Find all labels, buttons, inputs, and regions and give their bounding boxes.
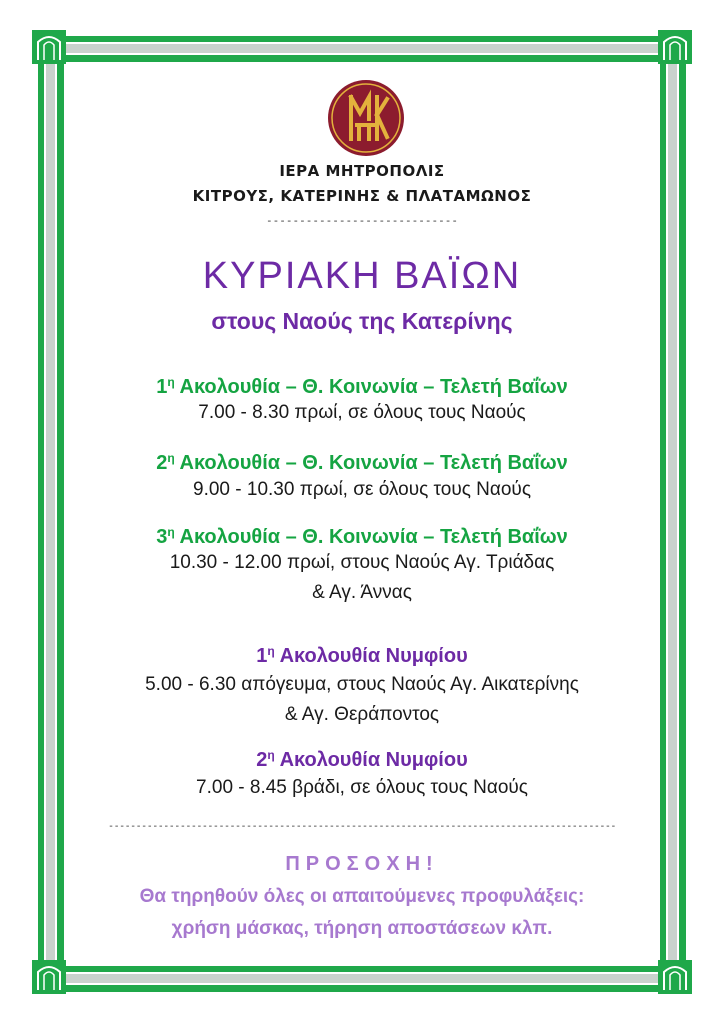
section-separator: --------------------------------------------------------------------------------------------: [108, 821, 616, 832]
org-name-line1: ΙΕΡΑ ΜΗΤΡΟΠΟΛΙΣ: [279, 162, 445, 180]
org-name-line2: ΚΙΤΡΟΥΣ, ΚΑΤΕΡΙΝΗΣ & ΠΛΑΤΑΜΩΝΟΣ: [192, 187, 532, 205]
border-left: [38, 36, 64, 992]
border-bottom: [38, 966, 686, 992]
border-right: [660, 36, 686, 992]
warning-line2: χρήση μάσκας, τήρηση αποστάσεων κλπ.: [171, 918, 553, 939]
page-subtitle: στους Ναούς της Κατερίνης: [211, 308, 513, 334]
corner-ornament-icon: [32, 30, 66, 64]
corner-ornament-icon: [32, 960, 66, 994]
nymfios-1-time-cont: & Αγ. Θεράποντος: [284, 704, 440, 725]
metropolis-monogram-icon: [327, 79, 405, 157]
nymfios-1-heading: $1^\eta$ Ακολουθία Νυμφίου: [256, 644, 468, 667]
service-1-time: 7.00 - 8.30 πρωί, σε όλους τους Ναούς: [198, 402, 526, 423]
metropolis-logo: [327, 79, 405, 157]
service-3-heading: $3^\eta$ Ακολουθία – Θ. Κοινωνία – Τελετή Βαΐων: [156, 525, 568, 548]
header-separator: -----------------------------: [265, 214, 459, 227]
page-title: ΚΥΡΙΑΚΗ ΒΑΪΩΝ: [202, 255, 522, 297]
nymfios-1-time: 5.00 - 6.30 απόγευμα, στους Ναούς Αγ. Αικατερίνης: [145, 674, 579, 695]
warning-line1: Θα τηρηθούν όλες οι απαιτούμενες προφυλάξεις:: [139, 886, 585, 907]
service-3-time: 10.30 - 12.00 πρωί, στους Ναούς Αγ. Τριάδας: [169, 552, 555, 573]
nymfios-2-heading: $2^\eta$ Ακολουθία Νυμφίου: [256, 748, 468, 771]
corner-ornament-icon: [658, 30, 692, 64]
warning-title: ΠΡΟΣΟΧΗ!: [285, 853, 439, 875]
nymfios-2-time: 7.00 - 8.45 βράδι, σε όλους τους Ναούς: [196, 777, 528, 798]
service-1-heading: $1^\eta$ Ακολουθία – Θ. Κοινωνία – Τελετή Βαΐων: [156, 375, 568, 398]
corner-ornament-icon: [658, 960, 692, 994]
service-3-time-cont: & Αγ. Άννας: [312, 582, 412, 603]
border-top: [38, 36, 686, 62]
service-2-heading: $2^\eta$ Ακολουθία – Θ. Κοινωνία – Τελετή Βαΐων: [156, 451, 568, 474]
service-2-time: 9.00 - 10.30 πρωί, σε όλους τους Ναούς: [193, 479, 531, 500]
